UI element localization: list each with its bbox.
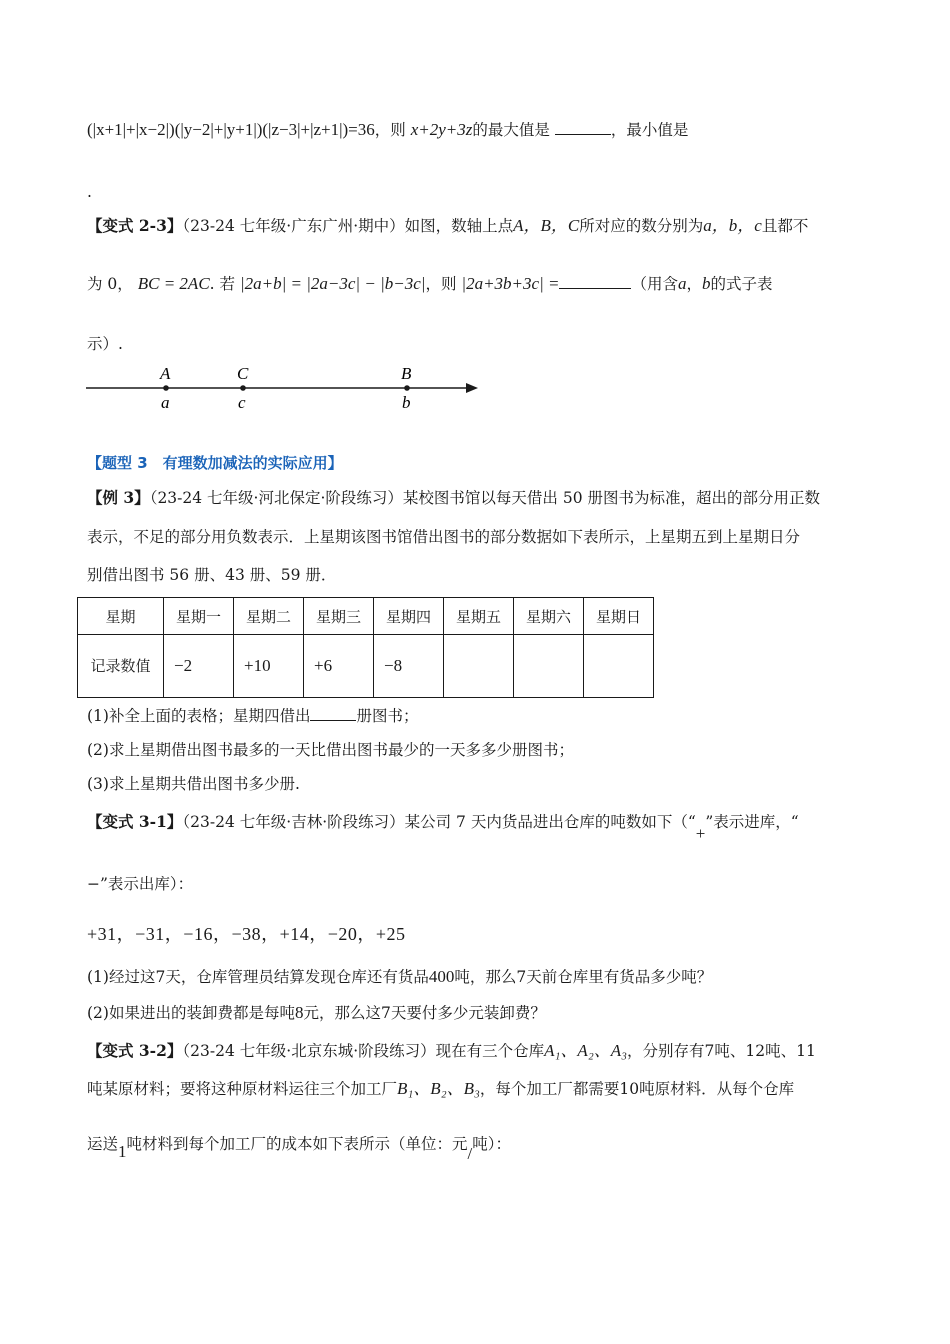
factories: B₁、B₂、B₃ xyxy=(397,1079,480,1098)
condition-abs: |2a+b| = |2a−3c| − |b−3c| xyxy=(239,274,426,293)
table-value-row xyxy=(78,635,654,698)
text: 的式子表 xyxy=(710,275,773,293)
text: 某校图书馆以每天借出 50 册图书为标准，超出的部分用正数 xyxy=(402,489,820,507)
label-C: C xyxy=(237,364,249,383)
text: 吨某原材料；要将这种原材料运往三个加工厂 xyxy=(87,1080,398,1098)
text: 为 0， xyxy=(87,275,133,293)
value-cell: −2 xyxy=(164,635,234,698)
label-b: b xyxy=(402,393,411,412)
variant-2-3-line3: 示）. xyxy=(87,335,123,353)
variant-3-1-tag: 【变式 3-1】 xyxy=(87,812,183,831)
comma: ， xyxy=(686,275,702,293)
value-cell-empty[interactable] xyxy=(584,635,654,698)
period-line: . xyxy=(87,183,92,201)
point-a-dot xyxy=(163,385,169,391)
variant-3-2-tag: 【变式 3-2】 xyxy=(87,1041,183,1060)
variant-3-2-line3 xyxy=(87,1132,862,1163)
header-cell: 星期日 xyxy=(584,598,654,635)
point-c-dot xyxy=(240,385,246,391)
text: ”表示进库，“ xyxy=(705,813,799,831)
warehouses: A₁、A₂、A₃ xyxy=(544,1041,628,1060)
max-text: 的最大值是 xyxy=(472,121,550,139)
variant-2-3-line1 xyxy=(87,214,862,238)
section-3-heading: 【题型 3 有理数加减法的实际应用】 xyxy=(87,454,343,472)
example-3-q1 xyxy=(87,704,862,728)
variant-3-1-source: （23-24 七年级·吉林·阶段练习） xyxy=(182,813,405,831)
text: ，分别存有7吨、12吨、11 xyxy=(627,1042,816,1060)
label-A: A xyxy=(160,364,171,383)
text: (1)经过这7天，仓库管理员结算发现仓库还有货品 xyxy=(87,968,429,986)
text: 吨，那么7天前仓库里有货品多少吨？ xyxy=(454,968,713,986)
example-3-source: （23-24 七年级·河北保定·阶段练习） xyxy=(149,489,403,507)
slash: / xyxy=(467,1144,473,1163)
number-8: 8 xyxy=(294,1003,304,1022)
text: 现在有三个仓库 xyxy=(435,1042,545,1060)
condition-bc: BC = 2AC xyxy=(137,274,210,293)
example-3-tag: 【例 3】 xyxy=(87,488,150,507)
variant-3-2-source: （23-24 七年级·北京东城·阶段练习） xyxy=(182,1042,436,1060)
min-text: ，最小值是 xyxy=(610,121,689,139)
text: 所对应的数分别为 xyxy=(579,217,704,235)
header-cell: 星期一 xyxy=(164,598,234,635)
text: 吨）： xyxy=(472,1135,512,1153)
text: 如图，数轴上点 xyxy=(404,217,514,235)
example-3-line1 xyxy=(87,486,862,510)
number-400: 400 xyxy=(428,967,455,986)
header-cell: 星期二 xyxy=(234,598,304,635)
text: ，则 xyxy=(425,275,457,293)
text: . 若 xyxy=(209,275,236,293)
value-cell: −8 xyxy=(374,635,444,698)
value-cell: +10 xyxy=(234,635,304,698)
variant-3-1-line1 xyxy=(87,810,862,843)
value-cell-empty[interactable] xyxy=(444,635,514,698)
then-text: ，则 xyxy=(374,121,406,139)
var-a: a xyxy=(677,274,687,293)
equation: (|x+1|+|x−2|)(|y−2|+|y+1|)(|z−3|+|z+1|)=36 xyxy=(87,120,375,139)
variant-3-2-line1 xyxy=(87,1039,862,1063)
header-cell: 星期三 xyxy=(304,598,374,635)
var-b: b xyxy=(702,274,711,293)
text: 运送 xyxy=(87,1135,119,1153)
label-B: B xyxy=(401,364,412,383)
variant-3-2-line2 xyxy=(87,1077,862,1101)
text: (1)补全上面的表格；星期四借出 xyxy=(87,707,311,725)
table-header-row xyxy=(78,598,654,635)
label-a: a xyxy=(161,393,170,412)
text: ，每个加工厂都需要10吨原材料．从每个仓库 xyxy=(479,1080,795,1098)
points-abc: A，B，C xyxy=(513,216,580,235)
value-cell: +6 xyxy=(304,635,374,698)
problem-equation-line xyxy=(87,118,862,142)
header-cell: 星期六 xyxy=(514,598,584,635)
number-1: 1 xyxy=(118,1142,127,1161)
variant-2-3-source: （23-24 七年级·广东广州·期中） xyxy=(182,217,405,235)
example-3-line3: 别借出图书 56 册、43 册、59 册． xyxy=(87,566,337,584)
text: 册图书； xyxy=(356,707,419,725)
text: 吨材料到每个加工厂的成本如下表所示（单位：元 xyxy=(126,1135,468,1153)
number-line-figure xyxy=(80,358,490,416)
text: 且都不 xyxy=(761,217,809,235)
asked-expression: |2a+3b+3c| = xyxy=(461,274,560,293)
record-table xyxy=(77,597,654,698)
plus-sign: + xyxy=(695,824,706,843)
variant-2-3-tag: 【变式 2-3】 xyxy=(87,216,183,235)
answer-blank[interactable] xyxy=(559,274,631,289)
text: （用含 xyxy=(631,275,678,293)
expression: x+2y+3z xyxy=(410,120,473,139)
max-answer-blank[interactable] xyxy=(555,120,611,135)
header-cell: 星期四 xyxy=(374,598,444,635)
example-3-line2: 表示，不足的部分用负数表示．上星期该图书馆借出图书的部分数据如下表所示，上星期五到上星期日分 xyxy=(87,528,801,546)
text: (2)如果进出的装卸费都是每吨 xyxy=(87,1004,295,1022)
header-cell: 星期 xyxy=(78,598,164,635)
variant-3-1-numbers: +31，−31，−16，−38，+14，−20，+25 xyxy=(87,924,406,944)
point-b-dot xyxy=(404,385,410,391)
variant-2-3-line2 xyxy=(87,272,862,296)
variant-3-1-q1 xyxy=(87,965,862,989)
text: 元，那么这7天要付多少元装卸费？ xyxy=(303,1004,546,1022)
variant-3-1-line2: −”表示出库）： xyxy=(87,875,194,893)
thursday-blank[interactable] xyxy=(310,706,356,721)
text: 某公司 7 天内货品进出仓库的吨数如下（“ xyxy=(404,813,696,831)
example-3-q3: (3)求上星期共借出图书多少册. xyxy=(87,775,300,793)
value-cell-empty[interactable] xyxy=(514,635,584,698)
row-label-cell: 记录数值 xyxy=(78,635,164,698)
variant-3-1-q2 xyxy=(87,1001,862,1025)
header-cell: 星期五 xyxy=(444,598,514,635)
values-abc: a，b，c xyxy=(703,216,762,235)
label-c: c xyxy=(238,393,246,412)
example-3-q2: (2)求上星期借出图书最多的一天比借出图书最少的一天多多少册图书； xyxy=(87,741,574,759)
arrow-right-icon xyxy=(466,383,478,393)
